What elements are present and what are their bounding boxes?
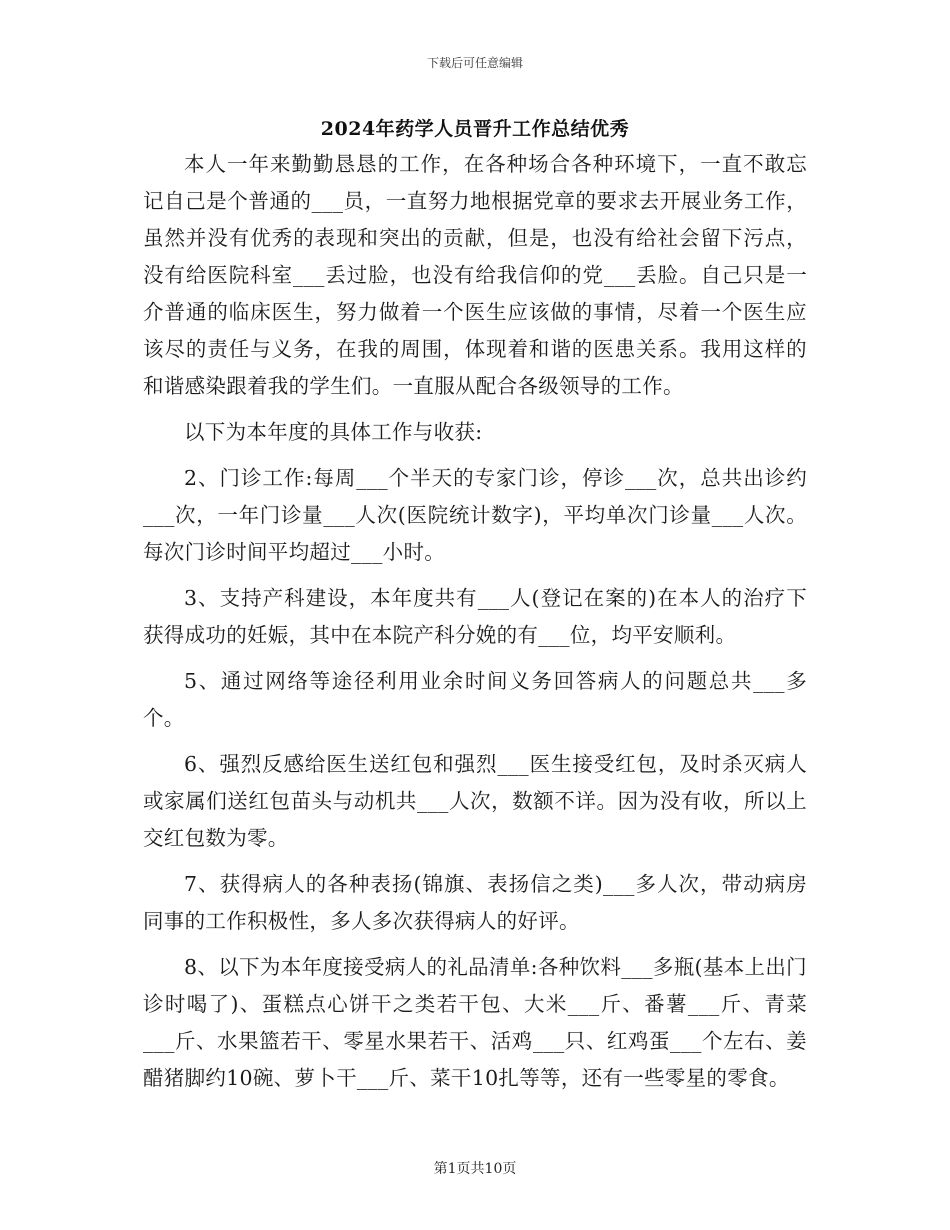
paragraph-item-2: 2、门诊工作:每周___个半天的专家门诊，停诊___次，总共出诊约___次，一年门诊量___人次(医院统计数字)，平均单次门诊量___人次。每次门诊时间平均超过___小时。: [143, 466, 807, 564]
page-header-note: 下载后可任意编辑: [426, 56, 523, 70]
paragraph-item-3: 3、支持产科建设，本年度共有___人(登记在案的)在本人的治疗下获得成功的妊娠，其中在本院产科分娩的有___位，均平安顺利。: [143, 586, 807, 647]
paragraph-item-6: 6、强烈反感给医生送红包和强烈___医生接受红包，及时杀灭病人或家属们送红包苗头与动机共___人次，数额不详。因为没有收，所以上交红包数为零。: [143, 752, 807, 850]
page-number: 第1页共10页: [433, 1161, 517, 1177]
paragraph-intro: 本人一年来勤勤恳恳的工作，在各种场合各种环境下，一直不敢忘记自己是个普通的___员，一直努力地根据党章的要求去开展业务工作，虽然并没有优秀的表现和突出的贡献，但是，也没有给社会留下污点，没有给医院科室___丢过脸，也没有给我信仰的党___丢脸。自己只是一介普通的临床医生，努力做着一个医生应该做的事情，尽着一个医生应该尽的责任与义务，在我的周围，体现着和谐的医患关系。我用这样的和谐感染跟着我的学生们。一直服从配合各级领导的工作。: [143, 152, 807, 398]
paragraph-item-8: 8、以下为本年度接受病人的礼品清单:各种饮料___多瓶(基本上出门诊时喝了)、蛋糕点心饼干之类若干包、大米___斤、番薯___斤、青菜___斤、水果篮若干、零星水果若干、活鸡___只、红鸡蛋___个左右、姜醋猪脚约10碗、萝卜干___斤、菜干10扎等等，还有一些零星的零食。: [143, 955, 807, 1090]
paragraph-item-7: 7、获得病人的各种表扬(锦旗、表扬信之类)___多人次，带动病房同事的工作积极性，多人多次获得病人的好评。: [143, 872, 807, 933]
paragraph-work-summary-lead: 以下为本年度的具体工作与收获:: [184, 420, 483, 444]
document-title: 2024年药学人员晋升工作总结优秀: [320, 118, 630, 140]
paragraph-item-5: 5、通过网络等途径利用业余时间义务回答病人的问题总共___多个。: [143, 669, 807, 730]
document-body: [143, 146, 807, 1097]
